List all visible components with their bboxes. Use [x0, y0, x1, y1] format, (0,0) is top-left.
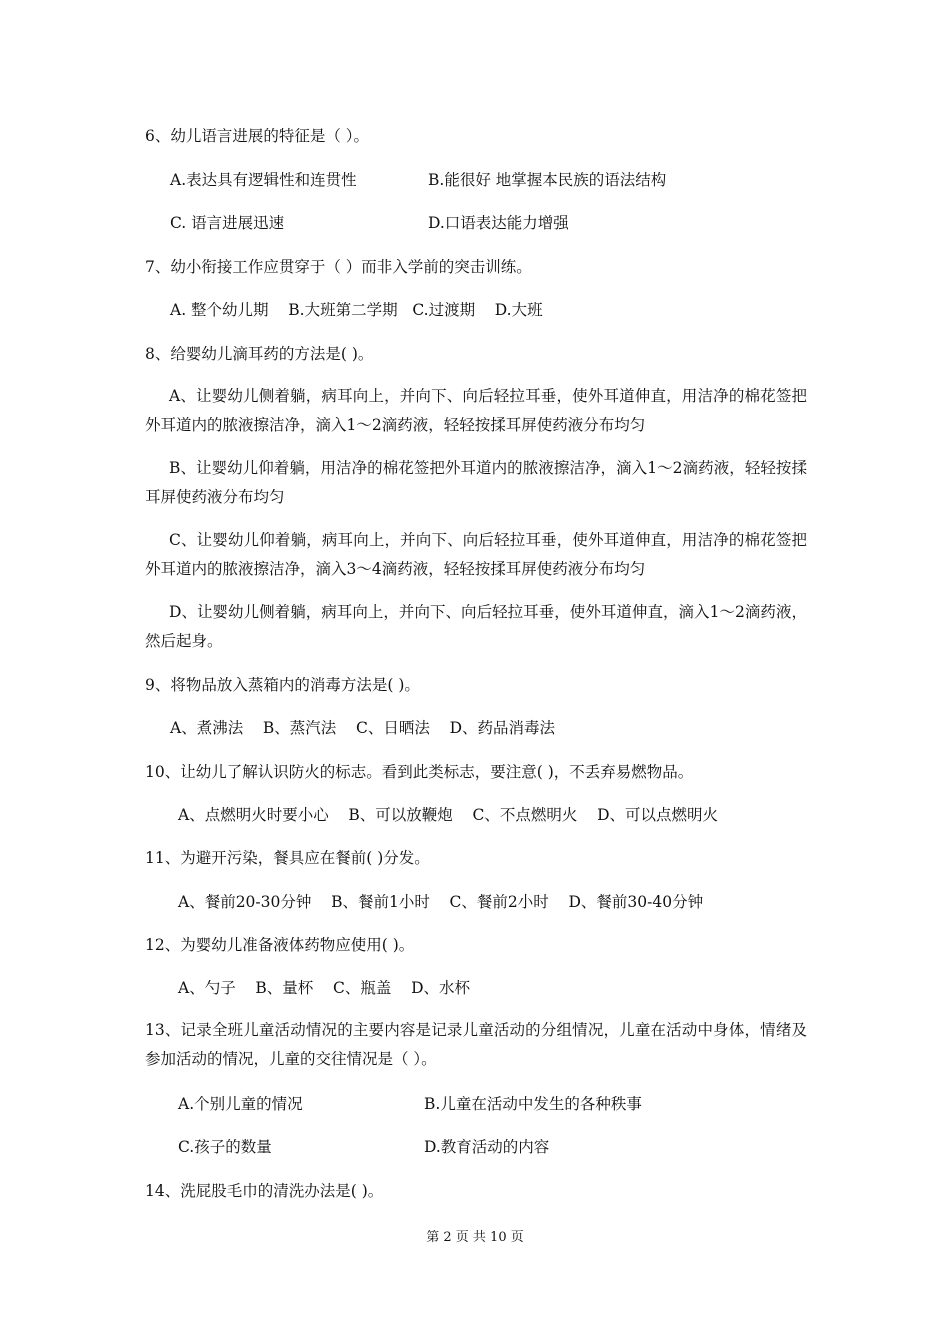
q6-option-b: B.能很好 地掌握本民族的语法结构 [428, 171, 667, 189]
q8-option-d: D、让婴幼儿侧着躺，病耳向上，并向下、向后轻拉耳垂，使外耳道伸直，滴入1～2滴药液，然后起身。 [145, 603, 807, 650]
q11-options: A、餐前20-30分钟 B、餐前1小时 C、餐前2小时 D、餐前30-40分钟 [178, 893, 704, 911]
q12-stem: 12、为婴幼儿准备液体药物应使用( )。 [145, 936, 415, 954]
q14-stem: 14、洗屁股毛巾的清洗办法是( )。 [145, 1182, 384, 1200]
q6-option-a: A.表达具有逻辑性和连贯性 [170, 171, 357, 189]
q13-option-d: D.教育活动的内容 [424, 1138, 550, 1156]
q8-option-a: A、让婴幼儿侧着躺，病耳向上，并向下、向后轻拉耳垂，使外耳道伸直，用洁净的棉花签把外耳道内的脓液擦洁净，滴入1～2滴药液，轻轻按揉耳屏使药液分布均匀 [145, 387, 807, 434]
q7-options: A. 整个幼儿期 B.大班第二学期 C.过渡期 D.大班 [170, 301, 543, 319]
q8-stem: 8、给婴幼儿滴耳药的方法是( )。 [145, 345, 374, 363]
page-footer: 第 2 页 共 10 页 [426, 1230, 524, 1245]
q13-stem: 13、记录全班儿童活动情况的主要内容是记录儿童活动的分组情况，儿童在活动中身体，情绪及参加活动的情况，儿童的交往情况是（ ）。 [145, 1021, 807, 1068]
q10-options: A、点燃明火时要小心 B、可以放鞭炮 C、不点燃明火 D、可以点燃明火 [178, 806, 718, 824]
q8-option-c: C、让婴幼儿仰着躺，病耳向上，并向下、向后轻拉耳垂，使外耳道伸直，用洁净的棉花签把外耳道内的脓液擦洁净，滴入3～4滴药液，轻轻按揉耳屏使药液分布均匀 [145, 531, 807, 578]
q10-stem: 10、让幼儿了解认识防火的标志。看到此类标志，要注意( )，不丢弃易燃物品。 [145, 763, 694, 781]
q8-option-b: B、让婴幼儿仰着躺，用洁净的棉花签把外耳道内的脓液擦洁净，滴入1～2滴药液，轻轻按揉耳屏使药液分布均匀 [145, 459, 807, 506]
q6-stem: 6、幼儿语言进展的特征是（ ）。 [145, 127, 370, 145]
q6-option-c: C. 语言进展迅速 [170, 214, 285, 232]
q13-option-b: B.儿童在活动中发生的各种秩事 [424, 1095, 642, 1113]
q11-stem: 11、为避开污染，餐具应在餐前( )分发。 [145, 849, 430, 867]
q9-options: A、煮沸法 B、蒸汽法 C、日晒法 D、药品消毒法 [170, 719, 555, 737]
q6-option-d: D.口语表达能力增强 [428, 214, 569, 232]
q12-options: A、勺子 B、量杯 C、瓶盖 D、水杯 [178, 979, 470, 997]
q13-option-a: A.个别儿童的情况 [178, 1095, 303, 1113]
q13-option-c: C.孩子的数量 [178, 1138, 272, 1156]
q9-stem: 9、将物品放入蒸箱内的消毒方法是( )。 [145, 676, 420, 694]
q7-stem: 7、幼小衔接工作应贯穿于（ ）而非入学前的突击训练。 [145, 258, 532, 276]
